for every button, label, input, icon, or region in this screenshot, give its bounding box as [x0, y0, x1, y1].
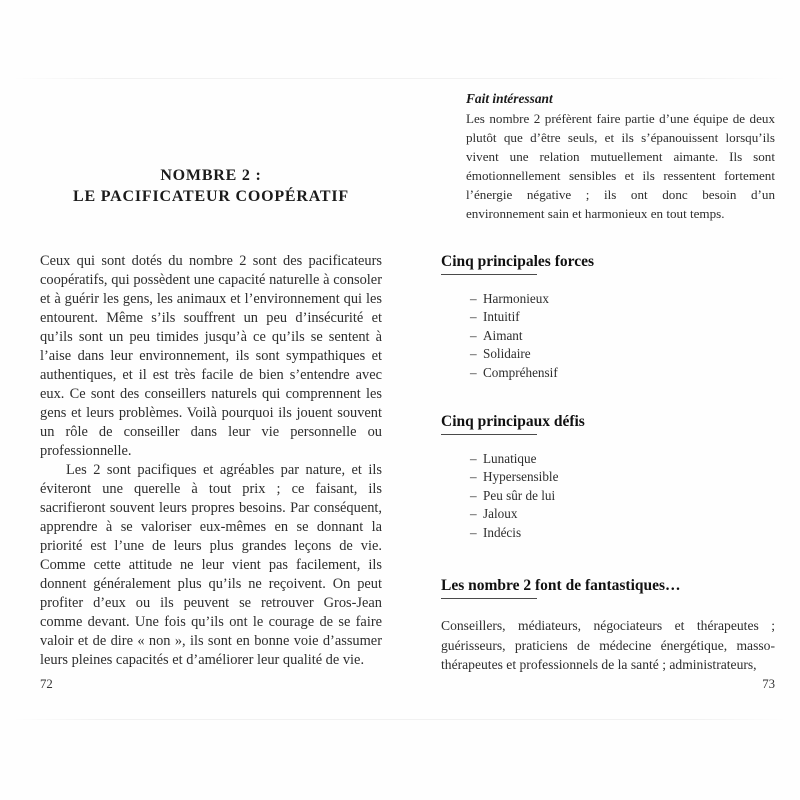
strengths-heading: Cinq principales forces — [441, 253, 594, 270]
dash-bullet: – — [470, 469, 477, 485]
challenges-heading: Cinq principaux défis — [441, 413, 585, 430]
list-item-label: Solidaire — [483, 346, 531, 362]
heading-underline — [441, 274, 537, 275]
dash-bullet: – — [470, 364, 477, 380]
chapter-title-line2: LE PACIFICATEUR COOPÉRATIF — [73, 188, 349, 205]
list-item — [470, 505, 775, 523]
left-page — [40, 0, 382, 800]
dash-bullet: – — [470, 346, 477, 362]
heading-underline — [441, 598, 537, 599]
dash-bullet: – — [470, 327, 477, 343]
chapter-title — [40, 165, 382, 207]
list-item — [470, 308, 775, 326]
list-item — [470, 364, 775, 382]
page-number-right: 73 — [762, 677, 775, 691]
list-item-label: Harmonieux — [483, 291, 549, 306]
strengths-list — [441, 290, 775, 382]
body-paragraph-1: Ceux qui sont dotés du nombre 2 sont des pacificateurs coopératifs, qui possèdent une capacité naturelle à consoler et à guérir les gens, les animaux et l’environnement qui les entourent. Même s’ils souffrent un peu d’insécurité et qu’ils sont un peu timides jusqu’à ce qu’ils se sentent à l’aise dans leur environnement, ils sont sympathiques et authentiques, et il est très facile de bien s’entendre avec eux. Ce sont des conseillers naturels qui comprennent les gens et leurs problèmes. Voilà pourquoi ils jouent souvent un rôle de conseiller dans leur vie personnelle ou professionnelle. — [40, 253, 382, 459]
list-item — [470, 524, 775, 542]
fantastic-body: Conseillers, médiateurs, négociateurs et thérapeutes ; guérisseurs, praticiens de médecine énergétique, masso-thérapeutes et professionnels de la santé ; administrateurs, — [441, 618, 775, 672]
right-page — [441, 0, 775, 800]
strengths-section — [441, 252, 775, 382]
list-item-label: Peu sûr de lui — [483, 487, 556, 503]
dash-bullet: – — [470, 291, 477, 306]
list-item-label: Compréhensif — [483, 364, 558, 380]
dash-bullet: – — [470, 524, 477, 540]
list-item-label: Aimant — [483, 327, 523, 343]
list-item — [470, 468, 775, 486]
list-item — [470, 345, 775, 363]
dash-bullet: – — [470, 309, 477, 325]
list-item-label: Indécis — [483, 524, 522, 540]
body-paragraph-2: Les 2 sont pacifiques et agréables par nature, et ils éviteront une querelle à tout prix ; ce faisant, ils sacrifieront souvent leurs propres besoins. Par conséquent, apprendre à se valoriser eux-mêmes en se donnant la priorité est l’une de leurs plus grandes leçons de vie. Comme cette attitude ne leur vient pas facilement, ils donnent généralement plus qu’ils ne reçoivent. On peut profiter d’eux ou ils peuvent se retrouver Gros-Jean comme devant. Une fois qu’ils ont le courage de se faire valoir et de dire « non », ils sont en bonne voie d’assumer leurs pleines capacités et d’améliorer leur qualité de vie. — [40, 462, 382, 668]
list-item-label: Lunatique — [483, 451, 537, 466]
page-number-left: 72 — [40, 677, 53, 691]
fantastic-heading: Les nombre 2 font de fantastiques… — [441, 577, 681, 594]
dash-bullet: – — [470, 506, 477, 522]
heading-underline — [441, 434, 537, 435]
dash-bullet: – — [470, 451, 477, 466]
list-item-label: Hypersensible — [483, 469, 559, 485]
left-page-body — [40, 252, 382, 670]
list-item — [470, 290, 775, 308]
challenges-section — [441, 412, 775, 542]
list-item — [470, 327, 775, 345]
fantastic-section — [441, 576, 775, 675]
list-item-label: Jaloux — [483, 506, 518, 522]
chapter-title-line1: NOMBRE 2 : — [160, 167, 262, 184]
list-item — [470, 450, 775, 468]
fact-heading: Fait intéressant — [466, 91, 553, 106]
dash-bullet: – — [470, 487, 477, 503]
fact-body: Les nombre 2 préfèrent faire partie d’une équipe de deux plutôt que d’être seuls, et ils s’épanouissent lorsqu’ils vivent une relation mutuellement aimante. Ils sont émotionnellement sensibles et ils ressentent fortement l’énergie négative ; ils ont donc besoin d’un environnement sain et harmonieux en tout temps. — [466, 111, 775, 221]
challenges-list — [441, 450, 775, 542]
fact-callout — [466, 90, 775, 223]
list-item — [470, 487, 775, 505]
list-item-label: Intuitif — [483, 309, 520, 325]
